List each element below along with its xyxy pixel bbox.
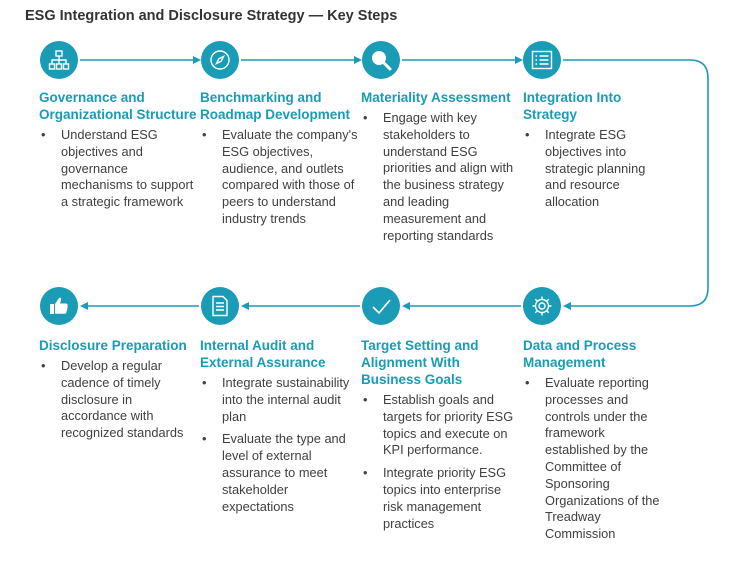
list-icon [523,41,561,79]
bullet-item: • Evaluate the company's ESG objectives, audience, and outlets compared with those of peers to understand industry trends [200,127,358,228]
step-data-process [523,337,673,549]
checkmark-icon [362,287,400,325]
step-title: Data and Process Management [523,338,637,370]
bullet-item: • Integrate ESG objectives into strategic planning and resource allocation [523,127,668,211]
document-icon [201,287,239,325]
gear-icon [523,287,561,325]
bullet-list [200,127,358,228]
step-title: Benchmarking and Roadmap Development [200,90,351,122]
org-chart-icon [40,41,78,79]
bullet-item: • Understand ESG objectives and governance mechanisms to support a strategic framework [39,127,197,211]
bullet-list [523,127,668,211]
step-integration [523,89,668,217]
step-materiality [361,89,519,250]
bullet-item: • Evaluate reporting processes and controls under the framework established by the Committee of Sponsoring Organizations of the Treadway Commission [523,375,673,543]
bullet-item: • Integrate priority ESG topics into enterprise risk management practices [361,465,519,532]
magnifier-icon [362,41,400,79]
step-title: Target Setting and Alignment With Business Goals [361,338,479,387]
step-title: Internal Audit and External Assurance [200,338,326,370]
step-title: Disclosure Preparation [39,338,187,353]
bullet-item: • Develop a regular cadence of timely disclosure in accordance with recognized standards [39,358,197,442]
thumbs-up-icon [40,287,78,325]
compass-icon [201,41,239,79]
step-title: Integration Into Strategy [523,90,622,122]
bullet-list [39,358,197,442]
step-title: Governance and Organizational Structure [39,90,197,122]
step-title: Materiality Assessment [361,90,511,105]
step-governance [39,89,197,217]
bullet-list [39,127,197,211]
step-target-setting [361,337,519,538]
page-title: ESG Integration and Disclosure Strategy — Key Steps [25,8,398,24]
bullet-list [361,110,519,244]
step-internal-audit [200,337,358,521]
bullet-list [200,375,358,515]
bullet-item: • Engage with key stakeholders to understand ESG priorities and align with the business strategy and leading measurement and reporting standards [361,110,519,244]
bullet-item: • Integrate sustainability into the internal audit plan [200,375,358,425]
step-disclosure [39,337,197,448]
bullet-item: • Establish goals and targets for priority ESG topics and execute on KPI performance. [361,392,519,459]
bullet-list [361,392,519,532]
bullet-list [523,375,673,543]
bullet-item: • Evaluate the type and level of external assurance to meet stakeholder expectations [200,431,358,515]
step-benchmarking [200,89,358,234]
